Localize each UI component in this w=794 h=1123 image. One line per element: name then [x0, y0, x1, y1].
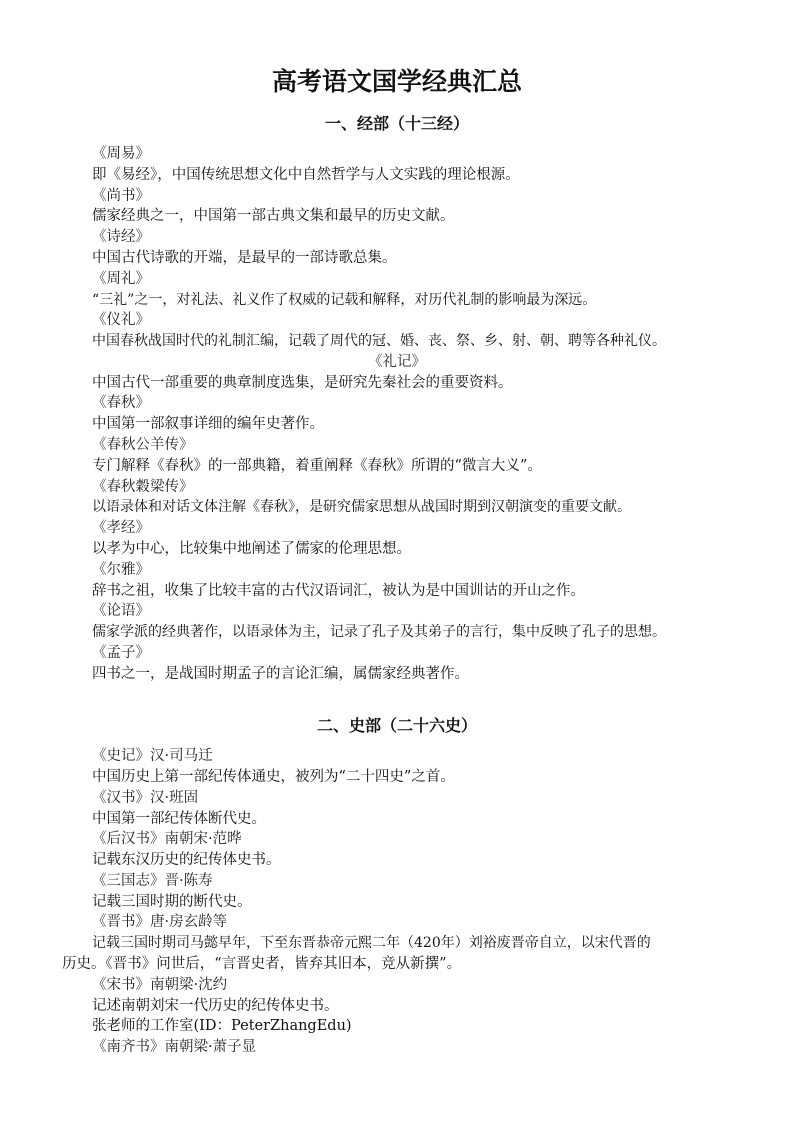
- book-title: 《尚书》: [92, 188, 150, 204]
- book-title: 《汉书》汉·班固: [92, 790, 199, 806]
- book-title: 《孝经》: [92, 520, 150, 536]
- book-description: 以孝为中心，比较集中地阐述了儒家的伦理思想。: [92, 541, 411, 557]
- book-description: 中国第一部叙事详细的编年史著作。: [92, 416, 324, 432]
- book-description: 记述南朝刘宋一代历史的纪传体史书。: [92, 998, 339, 1014]
- book-description: 即《易经》，中国传统思想文化中自然哲学与人文实践的理论根源。: [92, 167, 520, 183]
- book-title: 《论语》: [92, 603, 150, 619]
- book-description: 中国历史上第一部纪传体通史，被列为“二十四史”之首。: [92, 769, 455, 785]
- book-description: 专门解释《春秋》的一部典籍，着重阐释《春秋》所谓的“微言大义”。: [92, 458, 542, 474]
- book-description: 记载三国时期的断代史。: [92, 894, 252, 910]
- book-title: 《史记》汉·司马迁: [92, 748, 213, 764]
- section-heading-shibu: 二、史部（二十六史）: [316, 716, 477, 735]
- book-description: 记载东汉历史的纪传体史书。: [92, 852, 281, 868]
- book-description: 以语录体和对话文体注解《春秋》，是研究儒家思想从战国时期到汉朝演变的重要文献。: [92, 499, 631, 515]
- book-description: 儒家经典之一，中国第一部古典文集和最早的历史文献。: [92, 208, 455, 224]
- book-title: 《后汉书》南朝宋·范晔: [92, 831, 242, 847]
- book-title: 《孟子》: [92, 645, 150, 661]
- book-description: 记载三国时期司马懿早年，下至东晋恭帝元熙二年（420年）刘裕废晋帝自立，以宋代晋的: [92, 935, 651, 951]
- book-title: 《春秋穀梁传》: [92, 479, 194, 495]
- book-title: 《宋书》南朝梁·沈约: [92, 977, 228, 993]
- book-title: 《礼记》: [368, 354, 426, 370]
- book-description: 四书之一，是战国时期孟子的言论汇编，属儒家经典著作。: [92, 666, 469, 682]
- book-description: 辞书之祖，收集了比较丰富的古代汉语词汇，被认为是中国训诂的开山之作。: [92, 583, 585, 599]
- book-description-continued: 历史。《晋书》问世后，“言晋史者，皆弃其旧本，竞从新撰”。: [62, 956, 462, 972]
- book-description: 中国春秋战国时代的礼制汇编，记载了周代的冠、婚、丧、祭、乡、射、朝、聘等各种礼仪。: [92, 333, 666, 349]
- document-title: 高考语文国学经典汇总: [271, 67, 522, 96]
- book-description: 中国古代诗歌的开端，是最早的一部诗歌总集。: [92, 250, 397, 266]
- book-title: 《周礼》: [92, 271, 150, 287]
- book-description: 儒家学派的经典著作，以语录体为主，记录了孔子及其弟子的言行，集中反映了孔子的思想。: [92, 624, 666, 640]
- watermark-note: 张老师的工作室(ID：PeterZhangEdu): [92, 1018, 352, 1034]
- book-title: 《春秋公羊传》: [92, 437, 194, 453]
- book-title: 《晋书》唐·房玄龄等: [92, 914, 228, 930]
- section-heading-jingbu: 一、经部（十三经）: [324, 114, 469, 133]
- book-title: 《南齐书》南朝梁·萧子显: [92, 1039, 257, 1055]
- book-description: “三礼”之一，对礼法、礼义作了权威的记载和解释，对历代礼制的影响最为深远。: [92, 292, 597, 308]
- book-description: 中国古代一部重要的典章制度选集，是研究先秦社会的重要资料。: [92, 375, 513, 391]
- book-title: 《尔雅》: [92, 562, 150, 578]
- book-description: 中国第一部纪传体断代史。: [92, 811, 266, 827]
- book-title: 《诗经》: [92, 229, 150, 245]
- book-title: 《仪礼》: [92, 312, 150, 328]
- book-title: 《三国志》晋·陈寿: [92, 873, 213, 889]
- book-title: 《周易》: [92, 146, 150, 162]
- book-title: 《春秋》: [92, 395, 150, 411]
